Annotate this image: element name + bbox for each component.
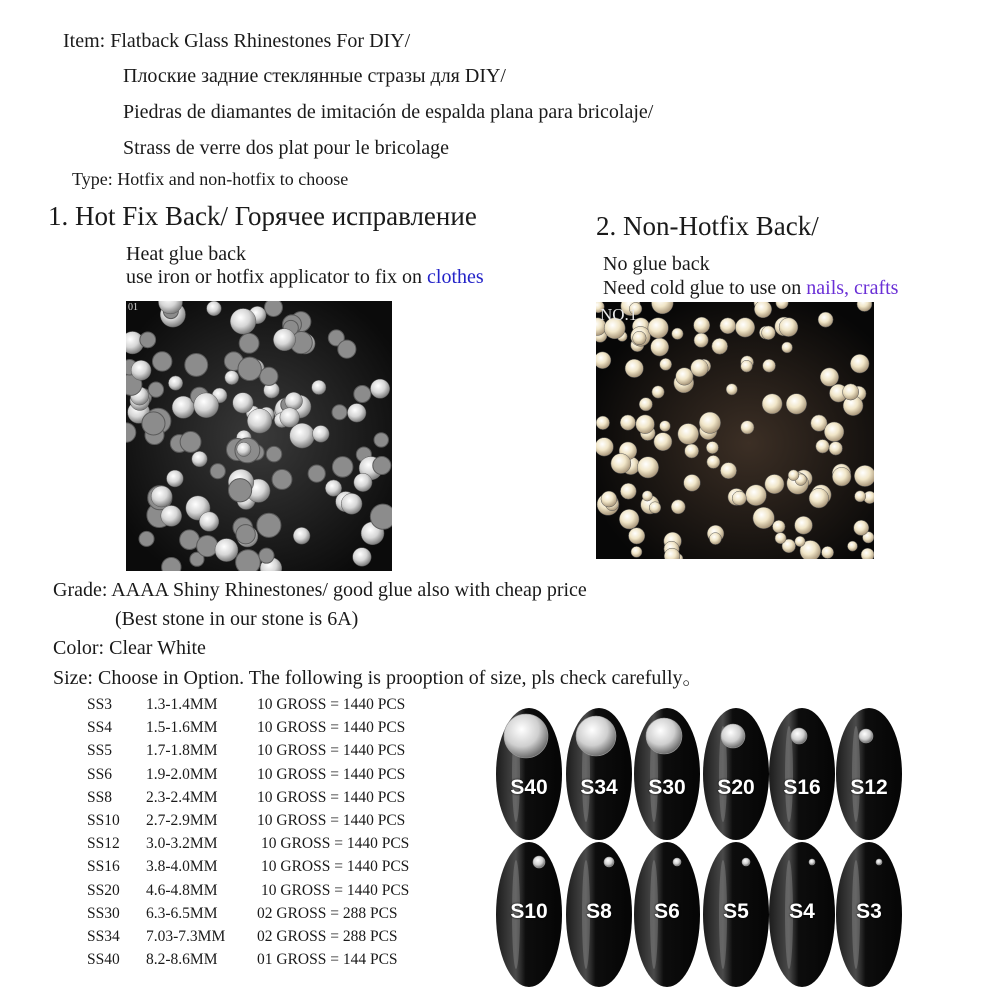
rhinestone-gem [576, 716, 616, 756]
rhinestone-back [197, 535, 218, 556]
rhinestone [765, 474, 784, 493]
hotfix-rhinestones-photo [126, 301, 392, 571]
rhinestone [707, 455, 720, 468]
color-line: Color: Clear White [53, 637, 206, 659]
nail-size-label: S10 [510, 900, 548, 923]
rhinestone-back [180, 432, 201, 453]
rhinestone-gem [742, 858, 750, 866]
nail [836, 708, 902, 840]
nonhotfix-rhinestones-photo [596, 302, 874, 559]
size-code: SS8 [87, 788, 112, 806]
nail-size-chart-image [484, 700, 940, 990]
size-diameter: 1.9-2.0MM [146, 765, 218, 783]
rhinestone [854, 465, 874, 486]
size-code: SS12 [87, 835, 120, 853]
item-title: Item: Flatback Glass Rhinestones For DIY/ [63, 30, 411, 52]
rhinestone [746, 485, 767, 506]
rhinestone [280, 408, 300, 428]
rhinestone [795, 536, 805, 546]
rhinestone [194, 393, 219, 418]
rhinestone [312, 380, 326, 394]
rhinestone [732, 491, 746, 505]
size-code: SS40 [87, 951, 120, 969]
rhinestone [651, 338, 669, 356]
size-diameter: 2.7-2.9MM [146, 812, 218, 829]
rhinestone-gem [876, 859, 882, 865]
rhinestone-back [265, 301, 283, 316]
rhinestone [293, 527, 310, 544]
size-quantity: 10 GROSS = 1440 PCS [261, 881, 410, 899]
rhinestone [652, 386, 664, 398]
rhinestone [676, 368, 693, 385]
hotfix-highlight-clothes: clothes [427, 266, 484, 288]
rhinestone [829, 442, 843, 456]
nail-size-label: S34 [580, 776, 618, 799]
rhinestone [620, 483, 636, 499]
rhinestone [625, 359, 643, 377]
hotfix-photo-caption: 01 [128, 302, 138, 313]
rhinestone [720, 463, 736, 479]
rhinestone [325, 480, 341, 496]
rhinestone-back [308, 465, 325, 482]
rhinestone-back [332, 457, 352, 477]
grade-line: Grade: AAAA Shiny Rhinestones/ good glue also with cheap price [53, 579, 587, 601]
rhinestone [772, 520, 785, 533]
rhinestone [706, 441, 718, 453]
rhinestone [620, 415, 635, 430]
rhinestone [832, 467, 851, 486]
rhinestone [633, 331, 647, 345]
nonhotfix-rhinestones-image [596, 302, 874, 559]
rhinestone [207, 301, 222, 316]
size-line: Size: Choose in Option. The following is prooption of size, pls check carefully。 [53, 667, 703, 689]
rhinestone [629, 528, 645, 544]
rhinestone [855, 491, 866, 502]
size-quantity: 10 GROSS = 1440 PCS [257, 788, 406, 806]
rhinestone [247, 409, 272, 434]
size-quantity: 02 GROSS = 288 PCS [257, 928, 398, 945]
nonhotfix-line1: No glue back [603, 253, 710, 275]
rhinestone [672, 328, 683, 339]
rhinestone-back [185, 353, 208, 376]
rhinestone [312, 425, 329, 442]
nonhotfix-highlight-nails-crafts: nails, crafts [806, 277, 899, 299]
rhinestone [637, 457, 658, 478]
rhinestone [631, 546, 642, 557]
rhinestone [779, 318, 798, 337]
size-code: SS20 [87, 881, 120, 899]
type-line: Type: Hotfix and non-hotfix to choose [72, 169, 349, 189]
nail-size-label: S3 [856, 900, 882, 923]
rhinestone [822, 546, 834, 558]
hotfix-line2 [126, 267, 484, 287]
rhinestone [720, 318, 736, 334]
rhinestone-gem [646, 718, 682, 754]
nonhotfix-line2 [603, 278, 898, 298]
size-code: SS16 [87, 858, 120, 876]
size-quantity: 10 GROSS = 1440 PCS [257, 696, 406, 713]
rhinestone [353, 548, 372, 567]
rhinestone [167, 470, 184, 487]
rhinestone [611, 454, 631, 474]
rhinestone [709, 533, 721, 545]
rhinestone [596, 438, 613, 456]
rhinestone [685, 444, 699, 458]
rhinestone [168, 376, 182, 390]
size-code: SS30 [87, 904, 120, 922]
size-diameter: 3.0-3.2MM [146, 835, 218, 853]
rhinestone [601, 491, 617, 507]
nail-size-label: S6 [654, 900, 680, 923]
rhinestone-back [152, 352, 171, 371]
rhinestone [285, 392, 303, 410]
nail-size-label: S16 [783, 776, 821, 799]
rhinestone [699, 412, 720, 433]
rhinestone-back [148, 382, 163, 397]
size-quantity: 01 GROSS = 144 PCS [257, 951, 398, 969]
rhinestone-back [272, 470, 292, 490]
rhinestone [762, 326, 776, 340]
rhinestone [782, 342, 793, 353]
rhinestone [273, 329, 295, 351]
rhinestone [735, 318, 754, 337]
rhinestone [215, 539, 238, 562]
rhinestone [684, 475, 701, 492]
rhinestone [843, 384, 859, 400]
rhinestone-gem [791, 728, 807, 744]
rhinestone [660, 421, 671, 432]
size-code: SS3 [87, 696, 112, 713]
rhinestone [820, 368, 838, 386]
rhinestone [230, 309, 256, 335]
rhinestone [354, 473, 372, 491]
rhinestone-back [370, 504, 392, 529]
rhinestone-back [257, 513, 281, 537]
rhinestone-back [338, 340, 356, 358]
size-diameter: 7.03-7.3MM [146, 928, 226, 945]
nail-size-label: S12 [850, 776, 888, 799]
rhinestone [290, 423, 315, 448]
rhinestone [775, 533, 786, 544]
size-quantity: 10 GROSS = 1440 PCS [261, 858, 410, 876]
size-diameter: 1.5-1.6MM [146, 719, 218, 737]
size-quantity: 10 GROSS = 1440 PCS [257, 765, 406, 783]
rhinestone-back [142, 412, 165, 435]
size-diameter: 1.7-1.8MM [146, 742, 218, 760]
rhinestone [712, 338, 728, 354]
size-code: SS6 [87, 765, 112, 783]
nail-size-label: S8 [586, 900, 612, 923]
nonhotfix-photo-caption: NO.1 [600, 305, 638, 324]
hotfix-line1: Heat glue back [126, 243, 246, 265]
rhinestone-back [259, 548, 274, 563]
rhinestone [660, 358, 672, 370]
hotfix-rhinestones-image [126, 301, 392, 571]
size-diameter: 2.3-2.4MM [146, 788, 218, 806]
rhinestone-gem [504, 714, 548, 758]
rhinestone [678, 424, 699, 445]
rhinestone-back [228, 479, 251, 502]
nail [769, 708, 835, 840]
nonhotfix-title: 2. Non-Hotfix Back/ [596, 211, 819, 241]
rhinestone-back [266, 446, 281, 461]
size-quantity: 10 GROSS = 1440 PCS [261, 835, 410, 853]
rhinestone [619, 509, 639, 529]
rhinestone [763, 359, 776, 372]
size-code: SS5 [87, 742, 112, 760]
rhinestone [233, 393, 253, 413]
rhinestone-back [373, 456, 391, 474]
size-code: SS4 [87, 719, 112, 737]
size-diameter: 6.3-6.5MM [146, 904, 218, 922]
rhinestone-back [332, 405, 347, 420]
rhinestone [788, 470, 799, 481]
size-diameter: 3.8-4.0MM [146, 858, 218, 876]
nail-size-label: S20 [717, 776, 755, 799]
rhinestone-gem [533, 856, 545, 868]
rhinestone [131, 360, 151, 380]
rhinestone-back [260, 367, 278, 385]
rhinestone [370, 379, 389, 398]
rhinestone-gem [809, 859, 815, 865]
item-title-ru: Плоские задние стеклянные стразы для DIY/ [123, 65, 506, 87]
rhinestone [818, 312, 833, 327]
rhinestone [854, 520, 869, 535]
rhinestone [850, 354, 869, 373]
rhinestone-gem [673, 858, 681, 866]
rhinestone [762, 394, 782, 414]
rhinestone [654, 433, 672, 451]
rhinestone [861, 548, 874, 559]
rhinestone [596, 416, 610, 430]
size-code: SS10 [87, 812, 120, 829]
rhinestone [786, 394, 806, 414]
hotfix-line2-text: use iron or hotfix applicator to fix on [126, 266, 428, 288]
nail-size-label: S5 [723, 900, 749, 923]
rhinestone [192, 451, 208, 467]
rhinestone [809, 488, 829, 508]
size-diameter: 8.2-8.6MM [146, 951, 218, 969]
rhinestone [347, 404, 366, 423]
rhinestone-back [236, 525, 255, 544]
rhinestone [596, 352, 611, 369]
rhinestone [648, 318, 668, 338]
grade-note: (Best stone in our stone is 6A) [115, 608, 359, 630]
rhinestone [824, 422, 844, 442]
size-quantity: 10 GROSS = 1440 PCS [257, 719, 406, 737]
rhinestone [199, 512, 219, 532]
rhinestone-back [239, 333, 259, 353]
rhinestone [726, 384, 737, 395]
nail-size-label: S30 [648, 776, 686, 799]
rhinestone-gem [859, 729, 873, 743]
size-code: SS34 [87, 928, 120, 945]
rhinestone-back [236, 550, 261, 571]
nail-size-label: S40 [510, 776, 548, 799]
rhinestone [691, 359, 708, 376]
rhinestone [741, 421, 754, 434]
rhinestone-back [354, 386, 371, 403]
rhinestone [754, 302, 771, 318]
rhinestone [671, 500, 685, 514]
rhinestone-back [139, 531, 154, 546]
nonhotfix-line2-text: Need cold glue to use on [603, 277, 807, 299]
rhinestone [225, 371, 239, 385]
item-title-fr: Strass de verre dos plat pour le bricolage [123, 137, 450, 159]
rhinestone [636, 415, 655, 434]
rhinestone [642, 491, 652, 501]
rhinestone [341, 493, 362, 514]
rhinestone-back [374, 433, 388, 447]
rhinestone [237, 442, 251, 456]
rhinestone [741, 360, 753, 372]
nail-shine [785, 726, 793, 822]
rhinestone [847, 541, 857, 551]
nail-size-chart-photo [484, 700, 940, 990]
size-diameter: 4.6-4.8MM [146, 881, 218, 899]
rhinestone [795, 516, 813, 534]
rhinestone [816, 440, 830, 454]
rhinestone-back [210, 464, 225, 479]
rhinestone [151, 486, 172, 507]
size-quantity: 02 GROSS = 288 PCS [257, 904, 398, 922]
item-title-es: Piedras de diamantes de imitación de espalda plana para bricolaje/ [123, 101, 654, 123]
rhinestone [753, 507, 774, 528]
size-quantity: 10 GROSS = 1440 PCS [257, 812, 406, 829]
nail-size-label: S4 [789, 900, 815, 923]
rhinestone [639, 398, 652, 411]
nail-shine [852, 726, 860, 822]
size-diameter: 1.3-1.4MM [146, 696, 218, 713]
rhinestone-back [140, 332, 156, 348]
rhinestone-back [238, 357, 261, 380]
rhinestone [694, 317, 710, 333]
rhinestone [649, 502, 661, 514]
rhinestone-gem [604, 857, 614, 867]
rhinestone-gem [721, 724, 745, 748]
rhinestone [694, 333, 708, 347]
size-quantity: 10 GROSS = 1440 PCS [257, 742, 406, 760]
rhinestone [161, 505, 182, 526]
hotfix-title: 1. Hot Fix Back/ Горячее исправление [48, 201, 477, 231]
